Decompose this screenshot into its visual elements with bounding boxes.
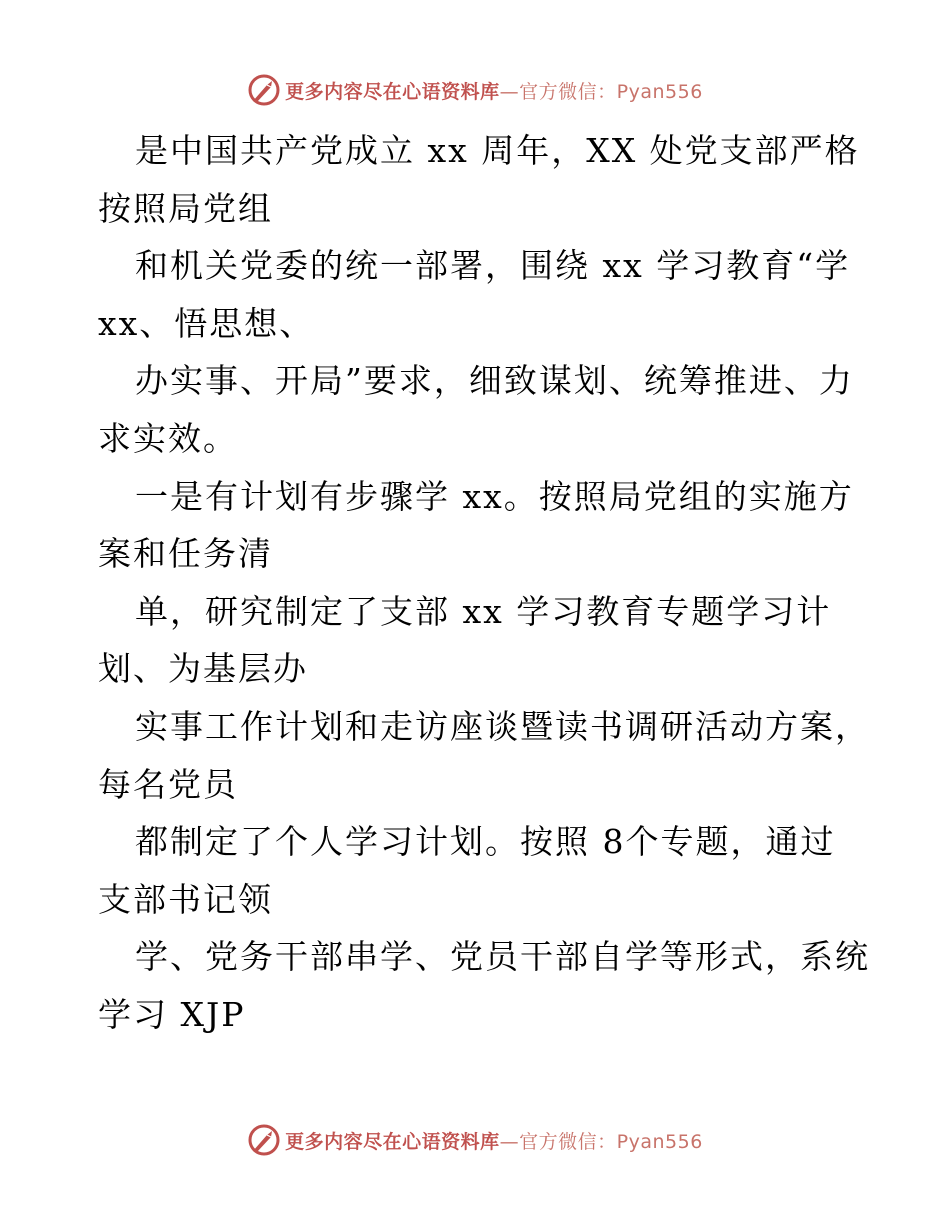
header-brand-text: 更多内容尽在心语资料库 bbox=[285, 80, 500, 103]
footer-watermark-banner bbox=[0, 1120, 950, 1160]
text-line: xx、悟思想、 bbox=[98, 303, 315, 343]
pen-circle-logo-icon bbox=[247, 1123, 281, 1157]
footer-banner-text bbox=[285, 1127, 703, 1154]
text-line: 案和任务清 bbox=[98, 534, 273, 574]
text-line: 是中国共产党成立 xx 周年，XX 处党支部严格 bbox=[135, 131, 860, 170]
text-line: 办实事、开局”要求，细致谋划、统筹推进、力 bbox=[135, 361, 854, 401]
text-line: 按照局党组 bbox=[98, 188, 273, 228]
text-line: 单，研究制定了支部 xx 学习教育专题学习计 bbox=[135, 591, 832, 631]
text-line: 学习 XJP bbox=[98, 994, 246, 1034]
text-line: 一是有计划有步骤学 xx。按照局党组的实施方 bbox=[135, 476, 854, 516]
footer-suffix-text: —官方微信：Pyan556 bbox=[499, 1130, 703, 1153]
text-line: 求实效。 bbox=[98, 418, 238, 458]
text-line: 每名党员 bbox=[98, 764, 238, 804]
header-banner-text bbox=[285, 77, 703, 104]
header-suffix-text: —官方微信：Pyan556 bbox=[499, 80, 703, 103]
text-line: 和机关党委的统一部署，围绕 xx 学习教育“学 bbox=[135, 246, 851, 286]
text-line: 实事工作计划和走访座谈暨读书调研活动方案， bbox=[135, 706, 870, 746]
header-watermark-banner bbox=[0, 70, 950, 110]
pen-circle-logo-icon bbox=[247, 73, 281, 107]
footer-brand-text: 更多内容尽在心语资料库 bbox=[285, 1130, 500, 1153]
text-line: 学、党务干部串学、党员干部自学等形式，系统 bbox=[135, 937, 870, 977]
text-line: 都制定了个人学习计划。按照 8个专题，通过 bbox=[135, 822, 836, 862]
document-body bbox=[98, 122, 868, 1044]
text-line: 支部书记领 bbox=[98, 879, 273, 919]
text-line: 划、为基层办 bbox=[98, 649, 308, 689]
